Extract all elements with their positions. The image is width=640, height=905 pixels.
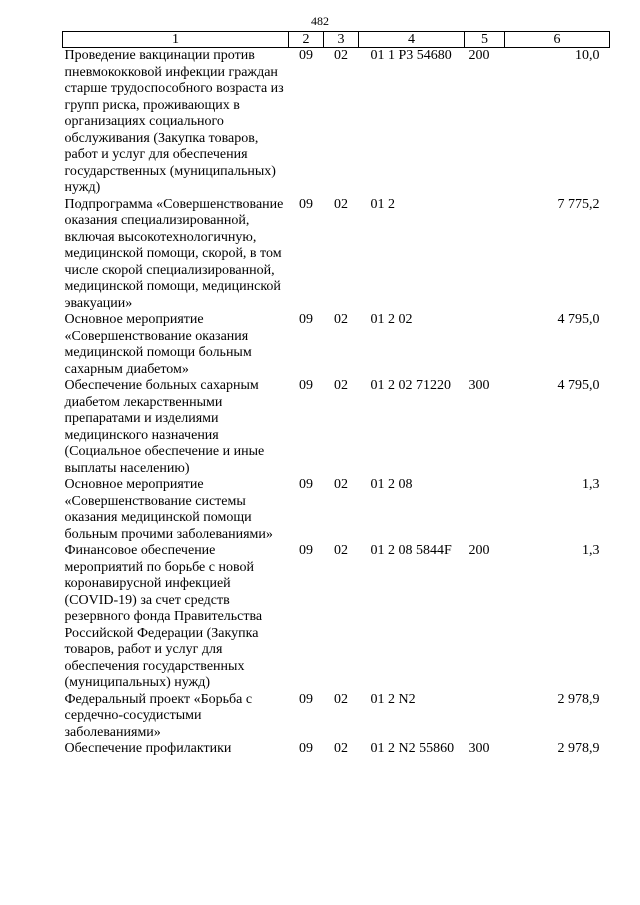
row-subsection: 02: [334, 312, 348, 327]
row-target-article: 01 1 P3 54680: [370, 48, 452, 63]
header-row: [63, 32, 610, 48]
header-col-5: 5: [465, 32, 505, 48]
row-amount: 1,3: [582, 543, 600, 558]
row-section: 09: [299, 741, 313, 756]
row-section: 09: [299, 543, 313, 558]
row-amount: 2 978,9: [557, 741, 600, 756]
row-expense-type: [465, 197, 505, 313]
row-target-article: 01 2 N2: [370, 691, 416, 707]
row-amount: 10,0: [575, 48, 600, 63]
row-amount: 7 775,2: [557, 196, 600, 212]
row-subsection: 02: [334, 543, 348, 558]
header-col-6: 6: [505, 32, 610, 48]
row-subsection: 02: [334, 691, 348, 707]
table-row: [63, 48, 610, 197]
row-expense-type: [465, 692, 505, 742]
row-name: Обеспечение больных сахарным диабетом лекарственными препаратами и изделиями медицинского назначения (Социальное обеспечение и иные выплаты населению): [64, 378, 265, 476]
row-name: Основное мероприятие «Совершенствование оказания медицинской помощи больным сахарным диабетом»: [64, 312, 252, 377]
table-row: [63, 477, 610, 543]
row-section: 09: [299, 477, 313, 492]
row-target-article: 01 2: [370, 196, 395, 212]
table-row: [63, 692, 610, 742]
row-amount: 4 795,0: [557, 312, 600, 327]
table-row: [63, 312, 610, 378]
row-target-article: 01 2 N2 55860: [370, 741, 455, 756]
row-subsection: 02: [334, 196, 348, 212]
row-expense-type: 200: [468, 543, 490, 558]
row-target-article: 01 2 08: [370, 477, 413, 492]
row-target-article: 01 2 02: [370, 312, 413, 327]
row-subsection: 02: [334, 477, 348, 492]
row-amount: 1,3: [582, 477, 600, 492]
row-subsection: 02: [334, 378, 348, 393]
table-header: [63, 32, 610, 48]
row-expense-type: 300: [468, 741, 490, 756]
row-expense-type: 200: [468, 48, 490, 63]
header-col-1: 1: [63, 32, 289, 48]
row-target-article: 01 2 08 5844F: [370, 543, 452, 558]
row-name: Федеральный проект «Борьба с сердечно-сосудистыми заболеваниями»: [64, 691, 253, 740]
row-name: Обеспечение профилактики: [64, 741, 232, 756]
row-expense-type: 300: [468, 378, 490, 393]
row-amount: 2 978,9: [557, 691, 600, 707]
header-col-4: 4: [359, 32, 465, 48]
table-row: [63, 543, 610, 692]
row-name: Проведение вакцинации против пневмококковой инфекции граждан старше трудоспособного возраста из групп риска, проживающих в организациях социального обслуживания (Закупка товаров, работ и услуг для обеспечения государственных (муниципальных) нужд): [64, 48, 284, 195]
header-col-2: 2: [289, 32, 324, 48]
table-body: [63, 48, 610, 758]
row-section: 09: [299, 312, 313, 327]
row-name: Финансовое обеспечение мероприятий по борьбе с новой коронавирусной инфекцией (COVID-19) за счет средств резервного фонда Правительства Российской Федерации (Закупка товаров, работ и услуг для обеспечения государственных (муниципальных) нужд): [64, 543, 263, 690]
row-subsection: 02: [334, 48, 348, 63]
row-expense-type: [465, 312, 505, 378]
row-amount: 4 795,0: [557, 378, 600, 393]
row-expense-type: [465, 477, 505, 543]
row-target-article: 01 2 02 71220: [370, 378, 451, 393]
table-row: [63, 378, 610, 477]
row-name: Основное мероприятие «Совершенствование системы оказания медицинской помощи больным прочими заболеваниями»: [64, 477, 273, 542]
row-subsection: 02: [334, 741, 348, 756]
row-section: 09: [299, 196, 313, 212]
budget-table: [62, 31, 610, 758]
table-row: [63, 741, 610, 758]
row-name: Подпрограмма «Совершенствование оказания специализированной, включая высокотехнологичную, медицинской помощи, скорой, в том числе скорой специализированной, медицинской помощи, медицинской эвакуации»: [64, 196, 284, 311]
table-row: [63, 197, 610, 313]
row-section: 09: [299, 48, 313, 63]
page-number: 482: [311, 14, 329, 28]
row-section: 09: [299, 691, 313, 707]
row-section: 09: [299, 378, 313, 393]
header-col-3: 3: [324, 32, 359, 48]
